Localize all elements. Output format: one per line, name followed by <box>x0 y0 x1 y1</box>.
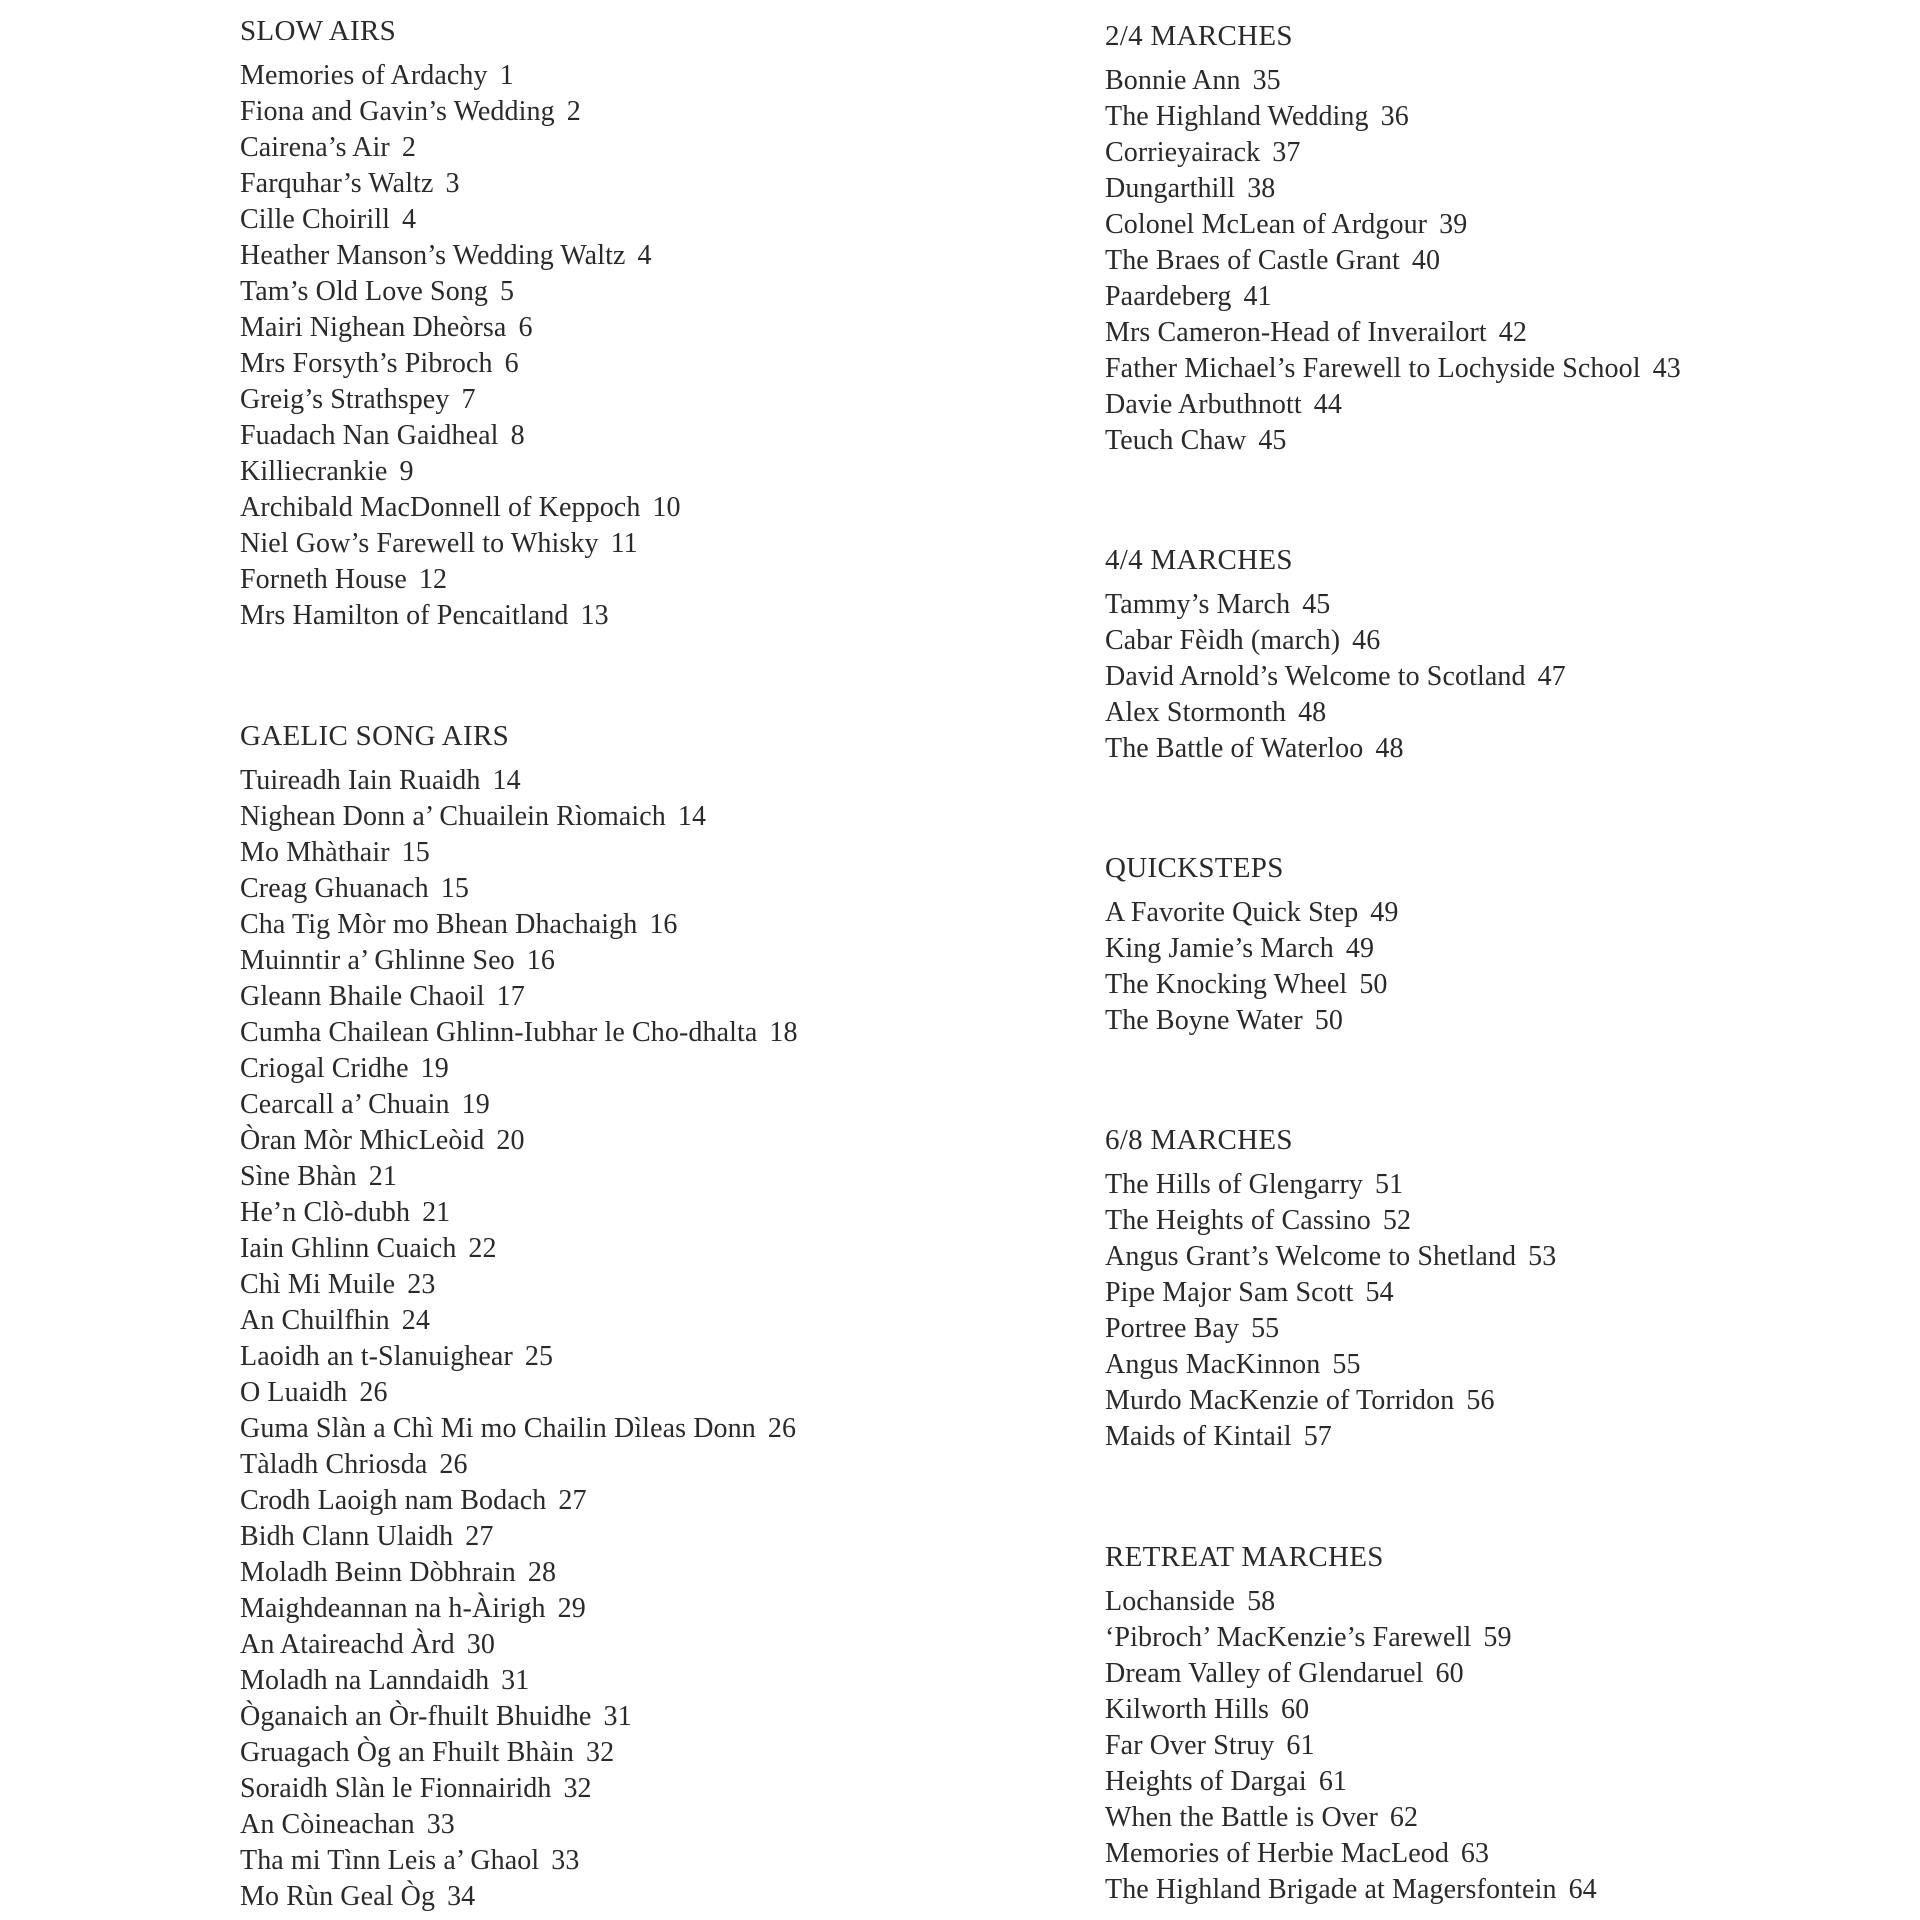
entry-title: Bidh Clann Ulaidh <box>240 1521 454 1552</box>
entry-page-number: 31 <box>501 1665 530 1696</box>
entry-title: Crodh Laoigh nam Bodach <box>240 1485 547 1516</box>
list-item <box>240 799 798 835</box>
entry-page-number: 34 <box>447 1881 476 1912</box>
entry-page-number: 40 <box>1411 245 1441 276</box>
section-heading: QUICKSTEPS <box>1105 852 1284 884</box>
entry-title: Cumha Chailean Ghlinn-Iubhar le Cho-dhalta <box>240 1017 758 1048</box>
entry-page-number: 63 <box>1460 1838 1490 1869</box>
entry-page-number: 10 <box>652 492 681 523</box>
list-item <box>1105 171 1681 207</box>
entry-title: Lochanside <box>1105 1586 1236 1617</box>
section-6-8-marches <box>1105 1123 1556 1455</box>
entry-page-number: 55 <box>1332 1349 1361 1380</box>
list-item <box>1105 207 1681 243</box>
entry-title: Gleann Bhaile Chaoil <box>240 981 485 1012</box>
entry-title: Cearcall a’ Chuain <box>240 1089 450 1120</box>
list-item <box>1105 731 1566 767</box>
list-item <box>240 382 681 418</box>
entry-page-number: 57 <box>1303 1421 1332 1452</box>
entry-page-number: 6 <box>504 348 519 379</box>
entry-title: The Hills of Glengarry <box>1105 1169 1364 1200</box>
list-item <box>1105 1347 1556 1383</box>
entry-page-number: 48 <box>1298 697 1327 728</box>
entry-page-number: 54 <box>1365 1277 1394 1308</box>
entry-page-number: 16 <box>649 909 678 940</box>
entry-page-number: 27 <box>465 1521 494 1552</box>
list-item <box>240 1879 798 1915</box>
entry-page-number: 64 <box>1568 1874 1597 1905</box>
list-item <box>240 1663 798 1699</box>
entry-page-number: 41 <box>1243 281 1272 312</box>
entry-page-number: 31 <box>603 1701 632 1732</box>
list-item <box>1105 1003 1399 1039</box>
entry-page-number: 11 <box>610 528 638 559</box>
entry-page-number: 12 <box>418 564 448 595</box>
entry-page-number: 4 <box>637 240 652 271</box>
entry-page-number: 7 <box>461 384 476 415</box>
entry-page-number: 1 <box>499 60 514 91</box>
entry-title: Farquhar’s Waltz <box>240 168 434 199</box>
list-item <box>240 1015 798 1051</box>
entry-title: The Highland Wedding <box>1105 101 1369 132</box>
entry-title: Maighdeannan na h-Àirigh <box>240 1593 546 1624</box>
entry-page-number: 59 <box>1483 1622 1512 1653</box>
entry-page-number: 9 <box>399 456 414 487</box>
entry-title: Òran Mòr MhicLeòid <box>240 1125 485 1156</box>
entry-title: An Còineachan <box>240 1809 415 1840</box>
entry-title: Cabar Fèidh (march) <box>1105 625 1341 656</box>
entry-title: Cha Tig Mòr mo Bhean Dhachaigh <box>240 909 638 940</box>
list-item <box>1105 1872 1597 1908</box>
section-heading: 2/4 MARCHES <box>1105 20 1293 52</box>
list-item <box>240 1807 798 1843</box>
list-item <box>1105 931 1399 967</box>
entry-title: An Ataireachd Àrd <box>240 1629 455 1660</box>
entry-page-number: 45 <box>1258 425 1287 456</box>
entry-page-number: 25 <box>524 1341 554 1372</box>
list-item <box>240 58 681 94</box>
entry-page-number: 60 <box>1435 1658 1464 1689</box>
entry-title: Angus Grant’s Welcome to Shetland <box>1105 1241 1517 1272</box>
list-item <box>240 1483 798 1519</box>
entry-page-number: 32 <box>563 1773 592 1804</box>
entry-title: Nighean Donn a’ Chuailein Rìomaich <box>240 801 666 832</box>
list-item <box>240 907 798 943</box>
section-heading: 4/4 MARCHES <box>1105 544 1293 576</box>
entry-title: Kilworth Hills <box>1105 1694 1269 1725</box>
list-item <box>240 1591 798 1627</box>
entry-page-number: 2 <box>401 132 416 163</box>
entry-page-number: 21 <box>422 1197 451 1228</box>
entry-title: Mo Mhàthair <box>240 837 390 868</box>
list-item <box>1105 1584 1597 1620</box>
entry-page-number: 14 <box>492 765 521 796</box>
entry-page-number: 61 <box>1318 1766 1348 1797</box>
list-item <box>1105 99 1681 135</box>
entry-title: Niel Gow’s Farewell to Whisky <box>240 528 599 559</box>
list-item <box>1105 1764 1597 1800</box>
entry-title: Heights of Dargai <box>1105 1766 1307 1797</box>
entry-title: Mrs Cameron-Head of Inverailort <box>1105 317 1487 348</box>
entry-title: O Luaidh <box>240 1377 348 1408</box>
list-item <box>240 1159 798 1195</box>
list-item <box>1105 1311 1556 1347</box>
entry-title: Pipe Major Sam Scott <box>1105 1277 1354 1308</box>
list-item <box>240 1735 798 1771</box>
entry-page-number: 36 <box>1380 101 1409 132</box>
entry-page-number: 47 <box>1537 661 1566 692</box>
entry-title: Paardeberg <box>1105 281 1232 312</box>
entry-title: Portree Bay <box>1105 1313 1240 1344</box>
list-item <box>240 1231 798 1267</box>
entry-title: Mo Rùn Geal Òg <box>240 1881 436 1912</box>
list-item <box>240 1375 798 1411</box>
list-item <box>240 490 681 526</box>
entry-list <box>1105 587 1566 767</box>
entry-page-number: 26 <box>359 1377 388 1408</box>
entry-title: Moladh Beinn Dòbhrain <box>240 1557 516 1588</box>
entry-page-number: 56 <box>1466 1385 1495 1416</box>
entry-page-number: 15 <box>440 873 469 904</box>
list-item <box>240 1123 798 1159</box>
list-item <box>240 1771 798 1807</box>
entry-list <box>240 763 798 1915</box>
entry-title: Laoidh an t-Slanuighear <box>240 1341 513 1372</box>
list-item <box>1105 587 1566 623</box>
entry-page-number: 2 <box>566 96 581 127</box>
entry-page-number: 30 <box>466 1629 495 1660</box>
entry-page-number: 6 <box>518 312 533 343</box>
list-item <box>1105 659 1566 695</box>
entry-title: Killiecrankie <box>240 456 388 487</box>
section-2-4-marches <box>1105 19 1681 459</box>
list-item <box>1105 1836 1597 1872</box>
entry-title: Guma Slàn a Chì Mi mo Chailin Dìleas Donn <box>240 1413 756 1444</box>
list-item <box>1105 1800 1597 1836</box>
entry-title: Dungarthill <box>1105 173 1236 204</box>
entry-title: Iain Ghlinn Cuaich <box>240 1233 457 1264</box>
list-item <box>240 1051 798 1087</box>
entry-title: Creag Ghuanach <box>240 873 429 904</box>
entry-title: Mrs Hamilton of Pencaitland <box>240 600 569 631</box>
entry-title: Maids of Kintail <box>1105 1421 1292 1452</box>
entry-title: He’n Clò-dubh <box>240 1197 411 1228</box>
entry-page-number: 26 <box>439 1449 468 1480</box>
entry-title: The Braes of Castle Grant <box>1105 245 1400 276</box>
entry-page-number: 43 <box>1652 353 1681 384</box>
entry-title: Tha mi Tìnn Leis a’ Ghaol <box>240 1845 540 1876</box>
list-item <box>1105 1167 1556 1203</box>
list-item <box>1105 1383 1556 1419</box>
list-item <box>1105 1203 1556 1239</box>
list-item <box>240 835 798 871</box>
section-heading: SLOW AIRS <box>240 15 397 47</box>
entry-page-number: 21 <box>368 1161 397 1192</box>
entry-page-number: 13 <box>580 600 609 631</box>
list-item <box>1105 1620 1597 1656</box>
entry-page-number: 50 <box>1359 969 1388 1000</box>
entry-title: King Jamie’s March <box>1105 933 1334 964</box>
entry-title: The Highland Brigade at Magersfontein <box>1105 1874 1557 1905</box>
list-item <box>240 310 681 346</box>
list-item <box>240 1447 798 1483</box>
list-item <box>240 526 681 562</box>
entry-page-number: 55 <box>1251 1313 1280 1344</box>
entry-title: Memories of Ardachy <box>240 60 488 91</box>
entry-title: Angus MacKinnon <box>1105 1349 1321 1380</box>
entry-title: Teuch Chaw <box>1105 425 1247 456</box>
list-item <box>240 1339 798 1375</box>
list-item <box>240 454 681 490</box>
entry-title: A Favorite Quick Step <box>1105 897 1359 928</box>
entry-page-number: 14 <box>677 801 707 832</box>
entry-list <box>240 58 681 634</box>
section-quicksteps <box>1105 851 1399 1039</box>
entry-page-number: 22 <box>468 1233 497 1264</box>
entry-page-number: 49 <box>1370 897 1399 928</box>
list-item <box>240 1555 798 1591</box>
entry-page-number: 16 <box>526 945 555 976</box>
entry-page-number: 3 <box>445 168 460 199</box>
list-item <box>1105 967 1399 1003</box>
list-item <box>1105 279 1681 315</box>
list-item <box>240 238 681 274</box>
entry-page-number: 39 <box>1439 209 1468 240</box>
entry-page-number: 37 <box>1272 137 1301 168</box>
list-item <box>240 979 798 1015</box>
list-item <box>240 166 681 202</box>
entry-title: Fiona and Gavin’s Wedding <box>240 96 555 127</box>
list-item <box>240 1843 798 1879</box>
entry-page-number: 52 <box>1382 1205 1412 1236</box>
entry-title: Far Over Struy <box>1105 1730 1275 1761</box>
entry-page-number: 46 <box>1352 625 1381 656</box>
list-item <box>1105 387 1681 423</box>
list-item <box>1105 1692 1597 1728</box>
entry-list <box>1105 895 1399 1039</box>
entry-page-number: 17 <box>496 981 525 1012</box>
list-item <box>240 1627 798 1663</box>
list-item <box>240 346 681 382</box>
list-item <box>240 130 681 166</box>
list-item <box>1105 315 1681 351</box>
list-item <box>240 1411 798 1447</box>
list-item <box>1105 135 1681 171</box>
list-item <box>240 418 681 454</box>
list-item <box>1105 895 1399 931</box>
entry-page-number: 27 <box>558 1485 587 1516</box>
entry-title: Murdo MacKenzie of Torridon <box>1105 1385 1455 1416</box>
entry-page-number: 62 <box>1389 1802 1419 1833</box>
entry-page-number: 4 <box>401 204 417 235</box>
entry-title: Moladh na Lanndaidh <box>240 1665 490 1696</box>
list-item <box>240 598 681 634</box>
entry-page-number: 51 <box>1375 1169 1404 1200</box>
list-item <box>240 562 681 598</box>
entry-title: Fuadach Nan Gaidheal <box>240 420 499 451</box>
list-item <box>240 943 798 979</box>
entry-title: The Heights of Cassino <box>1105 1205 1371 1236</box>
entry-page-number: 49 <box>1345 933 1375 964</box>
list-item <box>240 763 798 799</box>
list-item <box>1105 243 1681 279</box>
entry-page-number: 58 <box>1247 1586 1276 1617</box>
section-heading: 6/8 MARCHES <box>1105 1124 1293 1156</box>
entry-list <box>1105 1167 1556 1455</box>
list-item <box>240 202 681 238</box>
entry-title: Tuireadh Iain Ruaidh <box>240 765 481 796</box>
entry-title: The Battle of Waterloo <box>1105 733 1364 764</box>
entry-title: Colonel McLean of Ardgour <box>1105 209 1428 240</box>
entry-page-number: 48 <box>1375 733 1404 764</box>
entry-title: Alex Stormonth <box>1105 697 1287 728</box>
section-retreat-marches <box>1105 1540 1597 1908</box>
list-item <box>1105 1419 1556 1455</box>
entry-page-number: 42 <box>1498 317 1527 348</box>
entry-page-number: 29 <box>557 1593 586 1624</box>
entry-title: Corrieyairack <box>1105 137 1261 168</box>
section-heading: RETREAT MARCHES <box>1105 1541 1384 1573</box>
entry-page-number: 53 <box>1528 1241 1557 1272</box>
entry-page-number: 26 <box>767 1413 797 1444</box>
entry-title: Muinntir a’ Ghlinne Seo <box>240 945 515 976</box>
section-slow-airs <box>240 14 681 634</box>
list-item <box>240 1195 798 1231</box>
entry-list <box>1105 63 1681 459</box>
entry-page-number: 61 <box>1286 1730 1315 1761</box>
entry-title: Soraidh Slàn le Fionnairidh <box>240 1773 552 1804</box>
list-item <box>240 1087 798 1123</box>
entry-title: Gruagach Òg an Fhuilt Bhàin <box>240 1737 574 1768</box>
list-item <box>1105 423 1681 459</box>
list-item <box>1105 1275 1556 1311</box>
list-item <box>1105 1239 1556 1275</box>
entry-title: Forneth House <box>240 564 407 595</box>
entry-title: The Knocking Wheel <box>1105 969 1348 1000</box>
list-item <box>240 871 798 907</box>
entry-page-number: 35 <box>1252 65 1281 96</box>
list-item <box>1105 1728 1597 1764</box>
entry-page-number: 24 <box>401 1305 430 1336</box>
entry-title: Mairi Nighean Dheòrsa <box>240 312 507 343</box>
entry-title: Sìne Bhàn <box>240 1161 357 1192</box>
section-4-4-marches <box>1105 543 1566 767</box>
section-heading: GAELIC SONG AIRS <box>240 720 510 752</box>
list-item <box>1105 1656 1597 1692</box>
entry-title: An Chuilfhin <box>240 1305 390 1336</box>
entry-page-number: 50 <box>1314 1005 1343 1036</box>
entry-page-number: 45 <box>1302 589 1331 620</box>
entry-title: Archibald MacDonnell of Keppoch <box>240 492 641 523</box>
list-item <box>240 274 681 310</box>
entry-title: Òganaich an Òr-fhuilt Bhuidhe <box>240 1701 592 1732</box>
list-item <box>1105 695 1566 731</box>
entry-page-number: 33 <box>551 1845 580 1876</box>
entry-title: Heather Manson’s Wedding Waltz <box>240 240 626 271</box>
entry-title: When the Battle is Over <box>1105 1802 1378 1833</box>
entry-title: David Arnold’s Welcome to Scotland <box>1105 661 1526 692</box>
entry-page-number: 60 <box>1280 1694 1310 1725</box>
entry-page-number: 8 <box>510 420 525 451</box>
entry-title: Mrs Forsyth’s Pibroch <box>240 348 493 379</box>
entry-title: Tam’s Old Love Song <box>240 276 489 307</box>
list-item <box>240 94 681 130</box>
list-item <box>240 1699 798 1735</box>
entry-title: Father Michael’s Farewell to Lochyside School <box>1105 353 1641 384</box>
entry-title: Tàladh Chriosda <box>240 1449 428 1480</box>
list-item <box>1105 623 1566 659</box>
entry-list <box>1105 1584 1597 1908</box>
list-item <box>1105 63 1681 99</box>
entry-page-number: 19 <box>420 1053 449 1084</box>
entry-title: Bonnie Ann <box>1105 65 1241 96</box>
entry-title: ‘Pibroch’ MacKenzie’s Farewell <box>1105 1622 1472 1653</box>
list-item <box>1105 351 1681 387</box>
entry-title: Davie Arbuthnott <box>1105 389 1302 420</box>
entry-page-number: 19 <box>461 1089 490 1120</box>
entry-title: The Boyne Water <box>1105 1005 1303 1036</box>
entry-page-number: 5 <box>500 276 515 307</box>
entry-page-number: 32 <box>585 1737 615 1768</box>
entry-title: Memories of Herbie MacLeod <box>1105 1838 1449 1869</box>
entry-page-number: 23 <box>407 1269 436 1300</box>
entry-title: Tammy’s March <box>1105 589 1291 620</box>
entry-page-number: 18 <box>769 1017 798 1048</box>
list-item <box>240 1303 798 1339</box>
entry-page-number: 15 <box>401 837 430 868</box>
entry-page-number: 38 <box>1247 173 1276 204</box>
entry-page-number: 44 <box>1313 389 1342 420</box>
entry-page-number: 33 <box>426 1809 455 1840</box>
entry-title: Chì Mi Muile <box>240 1269 396 1300</box>
entry-title: Cairena’s Air <box>240 132 390 163</box>
entry-title: Dream Valley of Glendaruel <box>1105 1658 1424 1689</box>
entry-title: Criogal Cridhe <box>240 1053 409 1084</box>
list-item <box>240 1519 798 1555</box>
entry-page-number: 28 <box>527 1557 557 1588</box>
entry-title: Cille Choirill <box>240 204 390 235</box>
entry-page-number: 20 <box>496 1125 525 1156</box>
list-item <box>240 1267 798 1303</box>
section-gaelic-song-airs <box>240 719 798 1915</box>
entry-title: Greig’s Strathspey <box>240 384 450 415</box>
